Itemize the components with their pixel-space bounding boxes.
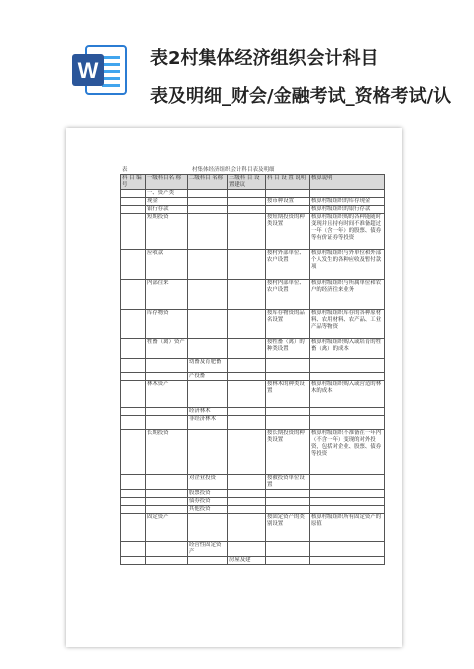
table-cell-c5 xyxy=(266,498,310,506)
table-cell-c3 xyxy=(188,214,228,250)
table-cell-c1 xyxy=(121,430,146,475)
table-row xyxy=(121,339,385,359)
table-cell-c2: 银行存款 xyxy=(146,206,188,214)
table-cell-c3: 对企业投资 xyxy=(188,475,228,490)
page-title xyxy=(150,40,470,116)
table-row xyxy=(121,214,385,250)
table-cell-c1 xyxy=(121,310,146,339)
table-cell-c5 xyxy=(266,359,310,373)
table-cell-c4 xyxy=(228,280,266,310)
table-cell-c3 xyxy=(188,310,228,339)
table-cell-c5: 按村外部单位、农户设置 xyxy=(266,250,310,280)
table-cell-c2: 长期投资 xyxy=(146,430,188,475)
table-cell-c3: 幼畜及育肥畜 xyxy=(188,359,228,373)
table-cell-c4 xyxy=(228,198,266,206)
table-cell-c6: 核算村级组织的库存现金 xyxy=(310,198,385,206)
table-row xyxy=(121,506,385,514)
table-cell-c6: 核算村级组织购的各种能随时变现并且持有时间不准备超过一年（含一年）的股票、债券等有价证券等投资 xyxy=(310,214,385,250)
table-cell-c3: 经营性固定资产 xyxy=(188,542,228,557)
table-cell-c2 xyxy=(146,373,188,381)
table-cell-c4 xyxy=(228,206,266,214)
table-cell-c1 xyxy=(121,498,146,506)
table-row xyxy=(121,198,385,206)
table-row xyxy=(121,498,385,506)
table-row xyxy=(121,280,385,310)
table-cell-c5: 按短期投资的种类设置 xyxy=(266,214,310,250)
table-cell-c1 xyxy=(121,214,146,250)
table-cell-c1 xyxy=(121,416,146,430)
table-cell-c1 xyxy=(121,506,146,514)
table-cell-c2 xyxy=(146,475,188,490)
table-cell-c2 xyxy=(146,542,188,557)
table-cell-c1 xyxy=(121,190,146,198)
table-row xyxy=(121,514,385,542)
table-row xyxy=(121,542,385,557)
table-row xyxy=(121,206,385,214)
table-row xyxy=(121,557,385,565)
table-cell-c2: 内部往来 xyxy=(146,280,188,310)
table-cell-c1 xyxy=(121,359,146,373)
table-cell-c3 xyxy=(188,206,228,214)
table-cell-c1 xyxy=(121,514,146,542)
table-cell-c3 xyxy=(188,250,228,280)
table-cell-c6: 核算村级组织与外单位和外部个人发生的各种应收及暂付款项 xyxy=(310,250,385,280)
table-cell-c4 xyxy=(228,408,266,416)
table-cell-c5 xyxy=(266,190,310,198)
table-cell-c6 xyxy=(310,359,385,373)
table-cell-c2: 短期投资 xyxy=(146,214,188,250)
table-row xyxy=(121,490,385,498)
table-cell-c6 xyxy=(310,190,385,198)
table-cell-c1 xyxy=(121,475,146,490)
table-cell-c2 xyxy=(146,359,188,373)
table-cell-c6: 核算村级组织购入或营造的林木的成本 xyxy=(310,381,385,408)
col-header-level1: 一级科目名 称 xyxy=(146,175,188,190)
table-cell-c5 xyxy=(266,490,310,498)
table-cell-c3: 经济林木 xyxy=(188,408,228,416)
table-cell-c4 xyxy=(228,339,266,359)
table-cell-c6 xyxy=(310,373,385,381)
table-cell-c2: 林木资产 xyxy=(146,381,188,408)
table-cell-c2 xyxy=(146,408,188,416)
table-cell-c5 xyxy=(266,557,310,565)
table-cell-c5 xyxy=(266,408,310,416)
table-cell-c1 xyxy=(121,339,146,359)
table-cell-c6 xyxy=(310,475,385,490)
col-header-accounting-note: 核算说明 xyxy=(310,175,385,190)
table-cell-c2: 一、资产类 xyxy=(146,190,188,198)
table-cell-c3 xyxy=(188,339,228,359)
table-cell-c4 xyxy=(228,542,266,557)
table-cell-c1 xyxy=(121,250,146,280)
table-cell-c4 xyxy=(228,359,266,373)
table-cell-c4 xyxy=(228,416,266,430)
table-cell-c5: 按林木的种类设置 xyxy=(266,381,310,408)
table-cell-c2 xyxy=(146,498,188,506)
table-cell-c4 xyxy=(228,430,266,475)
table-cell-c6 xyxy=(310,557,385,565)
table-cell-c6: 核算村级组织的银行存款 xyxy=(310,206,385,214)
table-cell-c6 xyxy=(310,416,385,430)
table-cell-c5: 按长期投资的种类设置 xyxy=(266,430,310,475)
table-cell-c1 xyxy=(121,280,146,310)
col-header-level3: 三级科 目 设置建议 xyxy=(228,175,266,190)
table-cell-c1 xyxy=(121,198,146,206)
table-cell-c2: 库存物资 xyxy=(146,310,188,339)
table-cell-c2: 现金 xyxy=(146,198,188,206)
table-cell-c4 xyxy=(228,373,266,381)
doc-header-title: 村集体经济组织会计科目表及明细 xyxy=(192,167,275,173)
table-cell-c1 xyxy=(121,490,146,498)
table-cell-c5 xyxy=(266,416,310,430)
table-cell-c4 xyxy=(228,475,266,490)
table-cell-c3 xyxy=(188,280,228,310)
table-cell-c6: 核算村级组织与所属单位和农户的经济往来业务 xyxy=(310,280,385,310)
table-cell-c3 xyxy=(188,514,228,542)
account-table xyxy=(120,174,385,565)
table-cell-c4 xyxy=(228,514,266,542)
col-header-setting-note: 科 目 设 置 说明 xyxy=(266,175,310,190)
table-cell-c1 xyxy=(121,408,146,416)
word-document-icon xyxy=(72,44,128,96)
table-cell-c5: 按村内部单位、农户设置 xyxy=(266,280,310,310)
table-cell-c5: 按固定资产的类别设置 xyxy=(266,514,310,542)
table-cell-c3: 其他投资 xyxy=(188,506,228,514)
table-cell-c6 xyxy=(310,542,385,557)
table-cell-c2 xyxy=(146,506,188,514)
table-cell-c4 xyxy=(228,250,266,280)
title-line-1: 表2村集体经济组织会计科目 xyxy=(150,48,379,69)
table-row xyxy=(121,310,385,339)
table-cell-c5: 按币种设置 xyxy=(266,198,310,206)
table-cell-c6: 核算村级组织库存的各种原材料、农用材料、农产品、工业产品等物资 xyxy=(310,310,385,339)
table-row xyxy=(121,475,385,490)
table-cell-c5 xyxy=(266,506,310,514)
table-row xyxy=(121,416,385,430)
table-cell-c2: 应收款 xyxy=(146,250,188,280)
table-row xyxy=(121,408,385,416)
table-cell-c2 xyxy=(146,557,188,565)
table-cell-c1 xyxy=(121,557,146,565)
table-cell-c3 xyxy=(188,198,228,206)
table-cell-c4 xyxy=(228,506,266,514)
table-cell-c3: 股票投资 xyxy=(188,490,228,498)
table-cell-c1 xyxy=(121,381,146,408)
table-cell-c1 xyxy=(121,206,146,214)
table-cell-c3 xyxy=(188,430,228,475)
table-cell-c1 xyxy=(121,542,146,557)
table-cell-c5: 按被投资单位设置 xyxy=(266,475,310,490)
table-cell-c4 xyxy=(228,498,266,506)
title-line-2: 表及明细_财会/金融考试_资格考试/认 xyxy=(150,86,452,107)
table-row xyxy=(121,190,385,198)
table-row xyxy=(121,359,385,373)
table-body xyxy=(121,190,385,565)
table-cell-c4 xyxy=(228,214,266,250)
table-row xyxy=(121,430,385,475)
table-cell-c4 xyxy=(228,490,266,498)
table-cell-c4: 房屋及建 xyxy=(228,557,266,565)
table-cell-c5: 按库存物资的品名设置 xyxy=(266,310,310,339)
table-row xyxy=(121,373,385,381)
table-cell-c6 xyxy=(310,506,385,514)
table-header-row xyxy=(121,175,385,190)
table-cell-c3 xyxy=(188,381,228,408)
table-cell-c4 xyxy=(228,190,266,198)
table-cell-c6: 核算村级组织不准备在一年内（不含一年）变现的对外投资，包括对企业、股票、债券等投资 xyxy=(310,430,385,475)
table-cell-c1 xyxy=(121,373,146,381)
table-cell-c6 xyxy=(310,498,385,506)
document-page xyxy=(66,128,402,647)
table-row xyxy=(121,381,385,408)
table-cell-c5 xyxy=(266,542,310,557)
table-cell-c3: 债券投资 xyxy=(188,498,228,506)
table-cell-c5 xyxy=(266,373,310,381)
table-cell-c2: 牲畜（禽）资产 xyxy=(146,339,188,359)
table-cell-c2 xyxy=(146,490,188,498)
table-cell-c6 xyxy=(310,408,385,416)
table-cell-c3: 产役畜 xyxy=(188,373,228,381)
table-cell-c3: 非经济林木 xyxy=(188,416,228,430)
table-cell-c3 xyxy=(188,557,228,565)
table-row xyxy=(121,250,385,280)
table-cell-c6: 核算村级组织所有固定资产的原值 xyxy=(310,514,385,542)
table-cell-c5 xyxy=(266,206,310,214)
table-cell-c5: 按牲畜（禽）的种类设置 xyxy=(266,339,310,359)
table-cell-c2: 固定资产 xyxy=(146,514,188,542)
table-cell-c6 xyxy=(310,490,385,498)
col-header-level2: 二级科目 名称 xyxy=(188,175,228,190)
table-cell-c6: 核算村级组织购入或培育的牲畜（禽）的成本 xyxy=(310,339,385,359)
table-cell-c2 xyxy=(146,416,188,430)
table-cell-c4 xyxy=(228,381,266,408)
doc-header-label: 表 xyxy=(122,167,128,173)
col-header-code: 科 目 编号 xyxy=(121,175,146,190)
table-cell-c3 xyxy=(188,190,228,198)
table-cell-c4 xyxy=(228,310,266,339)
word-icon-letter: W xyxy=(77,58,99,83)
